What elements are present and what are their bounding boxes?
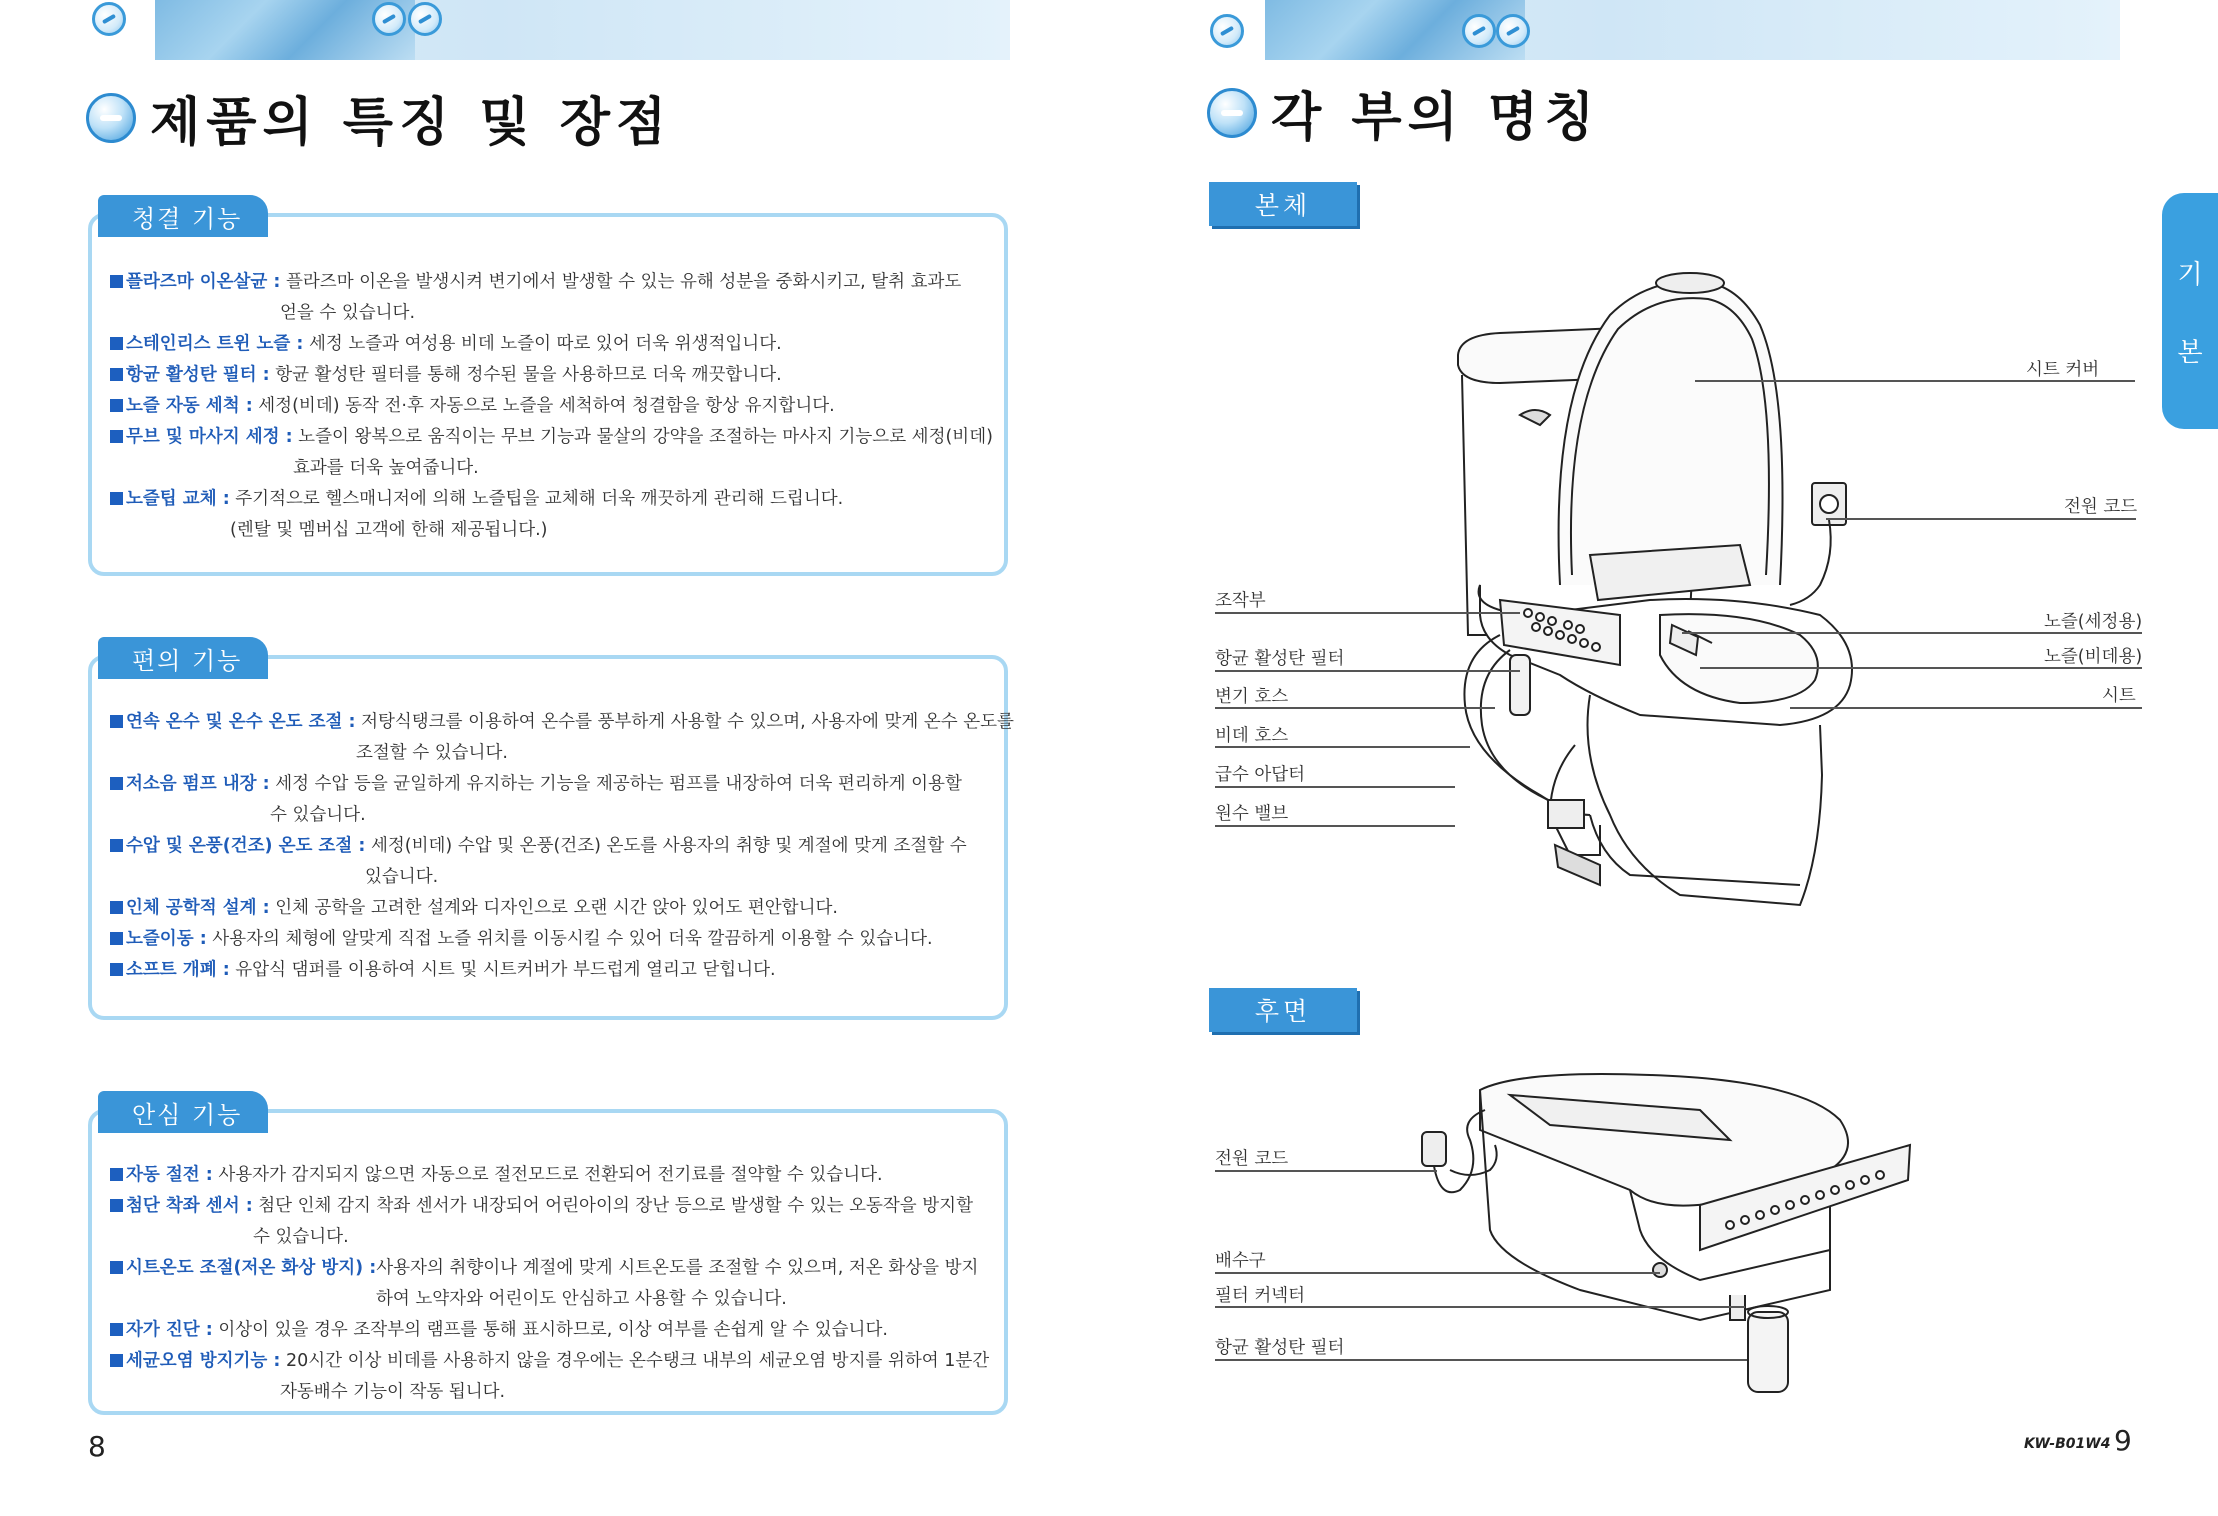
page-number-left: 8 (88, 1430, 106, 1463)
section-heading: 청결 기능 (106, 195, 268, 237)
feature-description: 이상이 있을 경우 조작부의 램프를 통해 표시하므로, 이상 여부를 손쉽게 알 수 있습니다. (212, 1320, 888, 1340)
leader-line (1826, 518, 2136, 520)
feature-description-continued: 수 있습니다. (270, 805, 366, 825)
feature-term: 저소음 펌프 내장 : (126, 774, 270, 794)
feature-item (110, 893, 988, 924)
feature-term: 플라즈마 이온살균 : (126, 272, 281, 292)
square-bullet-icon (110, 839, 123, 852)
bubble-icon (408, 2, 442, 36)
feature-item (110, 707, 1014, 769)
leader-line (1215, 1272, 1660, 1274)
feature-term: 노즐 자동 세척 : (126, 396, 253, 416)
side-index-tab[interactable] (2162, 193, 2218, 429)
feature-item (110, 360, 988, 391)
feature-item (110, 955, 988, 986)
square-bullet-icon (110, 1261, 123, 1274)
label-supply-valve: 원수 밸브 (1215, 804, 1289, 824)
feature-term: 첨단 착좌 센서 : (126, 1196, 253, 1216)
feature-term: 수압 및 온풍(건조) 온도 조절 : (126, 836, 366, 856)
square-bullet-icon (110, 901, 123, 914)
feature-description: 인체 공학을 고려한 설계와 디자인으로 오랜 시간 앉아 있어도 편안합니다. (269, 898, 838, 918)
square-bullet-icon (110, 492, 123, 505)
feature-list (110, 1160, 988, 1408)
feature-description: 사용자의 취향이나 계절에 맞게 시트온도를 조절할 수 있으며, 저온 화상을 방지 (376, 1258, 979, 1278)
feature-item (110, 769, 988, 831)
label-control-panel: 조작부 (1215, 591, 1266, 611)
feature-description: 20시간 이상 비데를 사용하지 않을 경우에는 온수탱크 내부의 세균오염 방지를 위하여 1분간 (280, 1351, 990, 1371)
feature-item (110, 924, 988, 955)
feature-description: 사용자의 체형에 알맞게 직접 노즐 위치를 이동시킬 수 있어 더욱 깔끔하게 이용할 수 있습니다. (206, 929, 933, 949)
feature-description: 저탕식탱크를 이용하여 온수를 풍부하게 사용할 수 있으며, 사용자에 맞게 온수 온도를 (355, 712, 1014, 732)
label-seat: 시트 (2102, 686, 2136, 706)
leader-line (1215, 746, 1470, 748)
feature-item (110, 831, 988, 893)
square-bullet-icon (110, 1354, 123, 1367)
square-bullet-icon (110, 1168, 123, 1181)
feature-term: 세균오염 방지기능 : (126, 1351, 281, 1371)
leader-line (1215, 612, 1520, 614)
leader-line (1215, 825, 1455, 827)
feature-item (110, 1253, 988, 1315)
feature-description: 노즐이 왕복으로 움직이는 무브 기능과 물살의 강약을 조절하는 마사지 기능으로 세정(비데) (292, 427, 993, 447)
section-cleanliness (88, 204, 1008, 576)
leader-line (1215, 786, 1455, 788)
feature-description-continued: 자동배수 기능이 작동 됩니다. (280, 1382, 506, 1402)
feature-term: 노즐팁 교체 : (126, 489, 230, 509)
feature-term: 시트온도 조절(저온 화상 방지) : (126, 1258, 377, 1278)
feature-item (110, 1346, 988, 1408)
label-toilet-hose: 변기 호스 (1215, 687, 1289, 707)
square-bullet-icon (110, 399, 123, 412)
label-seat-cover: 시트 커버 (2026, 360, 2100, 380)
bubble-icon (1496, 14, 1530, 48)
square-bullet-icon (110, 715, 123, 728)
feature-list (110, 707, 1014, 986)
feature-description: 첨단 인체 감지 착좌 센서가 내장되어 어린아이의 장난 등으로 발생할 수 있는 오동작을 방지할 (252, 1196, 973, 1216)
page-title-right (1207, 75, 1600, 150)
side-tab-char: 본 (2177, 337, 2203, 368)
label-power-cord: 전원 코드 (2064, 497, 2138, 517)
feature-description: 세정(비데) 동작 전·후 자동으로 노즐을 세척하여 청결함을 항상 유지합니다. (252, 396, 835, 416)
label-carbon-filter: 항균 활성탄 필터 (1215, 649, 1345, 669)
square-bullet-icon (110, 1323, 123, 1336)
label-drain: 배수구 (1215, 1251, 1266, 1271)
page-title-text: 제품의 특징 및 장점 (150, 93, 673, 153)
feature-item (110, 267, 988, 329)
minus-bubble-icon (86, 93, 136, 143)
feature-item (110, 422, 993, 484)
feature-description: 세정 수압 등을 균일하게 유지하는 기능을 제공하는 펌프를 내장하여 더욱 편리하게 이용할 (269, 774, 962, 794)
section-convenience (88, 646, 1014, 1020)
square-bullet-icon (110, 337, 123, 350)
page-title-left (86, 80, 672, 155)
label-nozzle-wash: 노즐(세정용) (2044, 612, 2143, 632)
square-bullet-icon (110, 1199, 123, 1212)
feature-description-continued: 있습니다. (365, 867, 439, 887)
model-number: KW-B01W4 (2024, 1436, 2111, 1452)
feature-item (110, 1160, 988, 1191)
bubble-icon (372, 2, 406, 36)
page-number-right: 9 (2114, 1424, 2132, 1457)
feature-term: 소프트 개폐 : (126, 960, 230, 980)
leader-line (1215, 1170, 1437, 1172)
label-nozzle-bidet: 노즐(비데용) (2044, 647, 2143, 667)
leader-line (1790, 707, 2142, 709)
section-heading: 편의 기능 (106, 637, 268, 679)
feature-term: 인체 공학적 설계 : (126, 898, 270, 918)
feature-description-continued: 조절할 수 있습니다. (356, 743, 508, 763)
feature-term: 연속 온수 및 온수 온도 조절 : (126, 712, 356, 732)
feature-item (110, 1315, 988, 1346)
feature-description-continued: 하여 노약자와 어린이도 안심하고 사용할 수 있습니다. (376, 1289, 787, 1309)
square-bullet-icon (110, 932, 123, 945)
bidet-front-illustration (1440, 255, 1870, 945)
feature-list (110, 267, 993, 546)
leader-line (1215, 707, 1495, 709)
square-bullet-icon (110, 275, 123, 288)
feature-description: 유압식 댐퍼를 이용하여 시트 및 시트커버가 부드럽게 열리고 닫힙니다. (229, 960, 776, 980)
feature-term: 자가 진단 : (126, 1320, 213, 1340)
section-safety (88, 1100, 1008, 1415)
leader-line (1215, 1306, 1745, 1308)
label-filter-connector: 필터 커넥터 (1215, 1286, 1306, 1306)
square-bullet-icon (110, 368, 123, 381)
feature-item (110, 1191, 988, 1253)
feature-description: 플라즈마 이온을 발생시켜 변기에서 발생할 수 있는 유해 성분을 중화시키고, 탈취 효과도 (280, 272, 962, 292)
feature-description: 사용자가 감지되지 않으면 자동으로 절전모드로 전환되어 전기료를 절약할 수 있습니다. (212, 1165, 883, 1185)
label-water-adapter: 급수 아답터 (1215, 765, 1306, 785)
square-bullet-icon (110, 777, 123, 790)
feature-term: 자동 절전 : (126, 1165, 213, 1185)
feature-item (110, 391, 988, 422)
feature-description: 항균 활성탄 필터를 통해 정수된 물을 사용하므로 더욱 깨끗합니다. (269, 365, 782, 385)
label-bidet-hose: 비데 호스 (1215, 726, 1289, 746)
feature-description: 세정 노즐과 여성용 비데 노즐이 따로 있어 더욱 위생적입니다. (303, 334, 782, 354)
bubble-icon (1210, 14, 1244, 48)
feature-term: 무브 및 마사지 세정 : (126, 427, 293, 447)
square-bullet-icon (110, 430, 123, 443)
minus-bubble-icon (1207, 88, 1257, 138)
leader-line (1215, 1359, 1747, 1361)
rear-view-heading: 후면 (1209, 988, 1357, 1032)
feature-term: 스테인리스 트윈 노즐 : (126, 334, 304, 354)
section-heading: 안심 기능 (106, 1091, 268, 1133)
feature-description-continued: 수 있습니다. (253, 1227, 349, 1247)
feature-item (110, 484, 988, 546)
top-banner-left (155, 0, 1010, 60)
label-rear-carbon-filter: 항균 활성탄 필터 (1215, 1338, 1345, 1358)
label-rear-power-cord: 전원 코드 (1215, 1149, 1289, 1169)
bubble-icon (92, 2, 126, 36)
feature-description-continued: 효과를 더욱 높여줍니다. (293, 458, 479, 478)
leader-line (1700, 667, 2142, 669)
feature-term: 항균 활성탄 필터 : (126, 365, 270, 385)
leader-line (1695, 380, 2135, 382)
feature-description-continued: 얻을 수 있습니다. (280, 303, 416, 323)
bubble-icon (1462, 14, 1496, 48)
feature-description-continued: (렌탈 및 멤버십 고객에 한해 제공됩니다.) (230, 520, 548, 540)
bidet-rear-illustration (1400, 1050, 1920, 1410)
top-banner-right (1265, 0, 2120, 60)
feature-description: 세정(비데) 수압 및 온풍(건조) 온도를 사용자의 취향 및 계절에 맞게 조절할 수 (365, 836, 967, 856)
leader-line (1215, 670, 1520, 672)
side-tab-char: 기 (2177, 259, 2203, 290)
main-view-heading: 본체 (1209, 182, 1357, 226)
feature-term: 노즐이동 : (126, 929, 207, 949)
feature-description: 주기적으로 헬스매니저에 의해 노즐팁을 교체해 더욱 깨끗하게 관리해 드립니다. (229, 489, 844, 509)
feature-item (110, 329, 988, 360)
square-bullet-icon (110, 963, 123, 976)
page-title-text: 각 부의 명칭 (1271, 88, 1601, 148)
leader-line (1682, 632, 2142, 634)
